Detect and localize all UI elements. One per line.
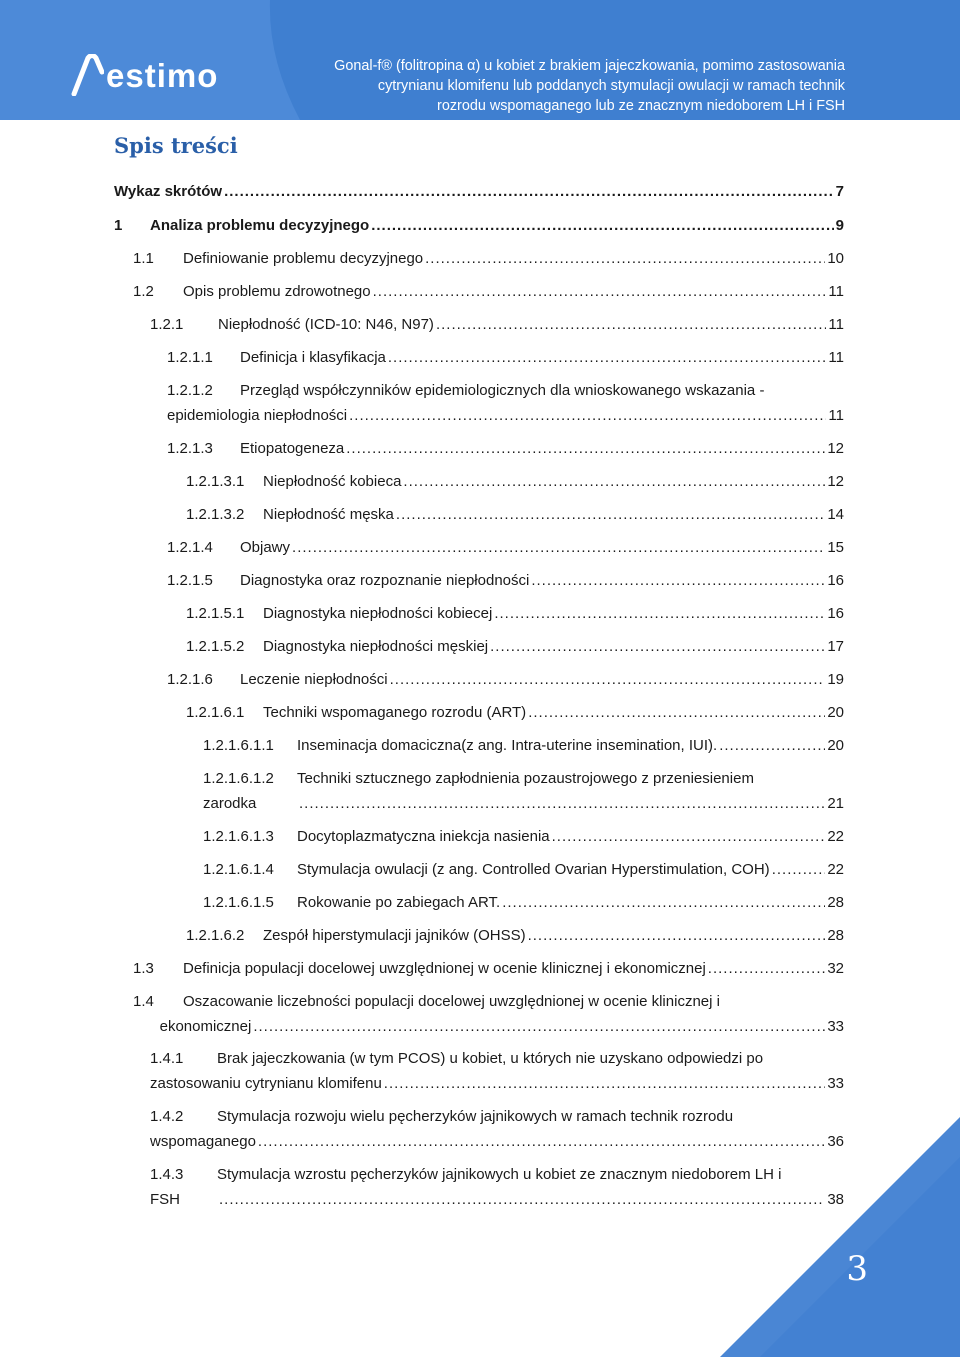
estimo-logo <box>70 52 218 96</box>
toc-entry[interactable]: 1.2.1.5.1 Diagnostyka niepłodności kobiecej ..... 16 <box>186 601 844 626</box>
document-title-line: rozrodu wspomaganego lub ze znacznym niedoborem LH i FSH <box>437 98 845 114</box>
toc-entry[interactable]: 1.2.1.6 Leczenie niepłodności ..... 19 <box>167 667 844 692</box>
document-title-line: Gonal-f® (folitropina α) u kobiet z brakiem jajeczkowania, pomimo zastosowania <box>334 58 845 74</box>
toc-entry[interactable]: 1.1 Definiowanie problemu decyzyjnego ..... 10 <box>133 246 844 271</box>
toc-entry[interactable]: 1.2.1.5 Diagnostyka oraz rozpoznanie niepłodności ..... 16 <box>167 568 844 593</box>
footer-corner-decoration <box>720 1117 960 1357</box>
toc-entry[interactable]: 1.4.2 Stymulacja rozwoju wielu pęcherzyków jajnikowych w ramach technik rozrodu wspomaganego ..... 36 <box>150 1104 844 1154</box>
toc-entry[interactable]: 1.2.1.6.1 Techniki wspomaganego rozrodu (ART) ..... 20 <box>186 700 844 725</box>
toc-entry[interactable]: 1.4.1 Brak jajeczkowania (w tym PCOS) u kobiet, u których nie uzyskano odpowiedzi po zastosowaniu cytrynianu klomifenu ..... 33 <box>150 1046 844 1096</box>
toc-entry[interactable]: 1.2.1.6.1.2 Techniki sztucznego zapłodnienia pozaustrojowego z przeniesieniem zarodka ..... 21 <box>203 766 844 816</box>
page-number: 3 <box>846 1249 868 1289</box>
logo-text: estimo <box>106 57 219 94</box>
toc-entry[interactable]: 1.2.1.3.2 Niepłodność męska ..... 14 <box>186 502 844 527</box>
toc-entry[interactable]: 1.2.1.6.2 Zespół hiperstymulacji jajników (OHSS) ..... 28 <box>186 923 844 948</box>
toc-entry[interactable]: 1 Analiza problemu decyzyjnego ..... 9 <box>114 213 844 238</box>
toc-entry[interactable]: 1.4.3 Stymulacja wzrostu pęcherzyków jajnikowych u kobiet ze znacznym niedoborem LH i FSH ..... 38 <box>150 1162 844 1212</box>
toc-entry[interactable]: Wykaz skrótów ..... 7 <box>114 179 844 204</box>
toc-entry[interactable]: 1.2.1.4 Objawy ..... 15 <box>167 535 844 560</box>
toc-entry[interactable]: 1.2.1.6.1.4 Stymulacja owulacji (z ang. Controlled Ovarian Hyperstimulation, COH) ..... 22 <box>203 857 844 882</box>
toc-entry[interactable]: 1.2.1.6.1.3 Docytoplazmatyczna iniekcja nasienia ..... 22 <box>203 824 844 849</box>
toc-entry[interactable]: 1.2.1.3.1 Niepłodność kobieca ..... 12 <box>186 469 844 494</box>
toc-entry[interactable]: 1.2.1 Niepłodność (ICD-10: N46, N97) ..... 11 <box>150 312 844 337</box>
toc-heading: Spis treści <box>114 133 238 158</box>
page-header <box>0 0 960 120</box>
toc-entry[interactable]: 1.4 Oszacowanie liczebności populacji docelowej uwzględnionej w ocenie klinicznej i ekonomicznej ..... 33 <box>133 989 844 1039</box>
toc-entry[interactable]: 1.2.1.5.2 Diagnostyka niepłodności męskiej ..... 17 <box>186 634 844 659</box>
toc-entry[interactable]: 1.3 Definicja populacji docelowej uwzględnionej w ocenie klinicznej i ekonomicznej ..... 32 <box>133 956 844 981</box>
document-title-line: cytrynianu klomifenu lub poddanych stymulacji owulacji w ramach technik <box>377 78 845 94</box>
document-title <box>285 56 845 116</box>
toc-entry[interactable]: 1.2.1.3 Etiopatogeneza ..... 12 <box>167 436 844 461</box>
toc-entry[interactable]: 1.2 Opis problemu zdrowotnego ..... 11 <box>133 279 844 304</box>
toc-entry[interactable]: 1.2.1.6.1.5 Rokowanie po zabiegach ART. ..... 28 <box>203 890 844 915</box>
toc-entry[interactable]: 1.2.1.2 Przegląd współczynników epidemiologicznych dla wnioskowanego wskazania - epidemiologia niepłodności ..... 11 <box>167 378 844 428</box>
toc-entry[interactable]: 1.2.1.6.1.1 Inseminacja domaciczna(z ang. Intra-uterine insemination, IUI). ..... 20 <box>203 733 844 758</box>
toc-entry[interactable]: 1.2.1.1 Definicja i klasyfikacja ..... 11 <box>167 345 844 370</box>
logo-lambda-icon <box>70 54 104 96</box>
